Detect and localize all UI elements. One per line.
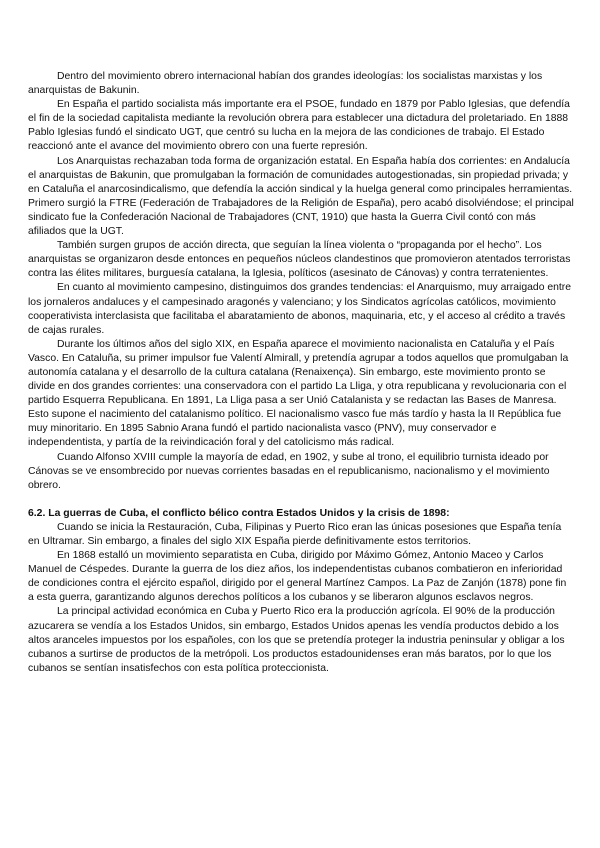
paragraph-anarchists: Los Anarquistas rechazaban toda forma de organización estatal. En España había dos corrientes: en Andalucía el anarquistas de Bakunin, que promulgaban la formación de comunidades autogestionadas, sin propiedad privada; y en Cataluña el anarcosindicalismo, que defendía la acción sindical y la huelga general como principales herramientas. Primero surgió la FTRE (Federación de Trabajadores de la Religión de España), pero acabó disolviéndose; el principal sindicato fue la Confederación Nacional de Trabajadores (CNT, 1910) que hasta la Guerra Civil contó con más afiliados que la UGT. (28, 155, 574, 238)
paragraph-peasant-movement: En cuanto al movimiento campesino, distinguimos dos grandes tendencias: el Anarquismo, muy arraigado entre los jornaleros andaluces y el campesinado aragonés y valenciano; y los Sindicatos agrícolas católicos, movimiento cooperativista interclasista que facilitaba el abaratamiento de abonos, maquinaria, etc, y el acceso al crédito a través de cajas rurales. (28, 282, 572, 336)
paragraph-restauracion: Cuando se inicia la Restauración, Cuba, Filipinas y Puerto Rico eran las únicas posesiones que España tenía en Ultramar. Sin embargo, a finales del siglo XIX España pierde definitivamente estos territorios. (28, 521, 562, 547)
document-page (28, 70, 574, 676)
paragraph-cuba-war: En 1868 estalló un movimiento separatista en Cuba, dirigido por Máximo Gómez, Antonio Maceo y Carlos Manuel de Céspedes. Durante la guerra de los diez años, los independentistas cubanos combatieron en inferioridad de condiciones contra el ejército español, dirigido por el general Martínez Campos. La Paz de Zanjón (1878) pone fin a esta guerra, garantizando algunos derechos políticos a los cubanos y se liberaron algunos esclavos negros. (28, 550, 567, 604)
paragraph-nationalism: Durante los últimos años del siglo XIX, en España aparece el movimiento nacionalista en Cataluña y el País Vasco. En Cataluña, su primer impulsor fue Valentí Almirall, y pretendía agrupar a todos aquellos que promulgaban la autonomía catalana y el desarrollo de la cultura catalana (Renaixença). Sin embargo, este movimiento pronto se divide en dos grandes corrientes: una conservadora con el partido La Lliga, y otra republicana y revolucionaria con el partido Esquerra Republicana. En 1891, La Lliga pasa a ser Unió Catalanista y se redactan las Bases de Manresa. Esto supone el nacimiento del catalanismo político. El nacionalismo vasco fue más tardío y hasta la II República fue muy minoritario. En 1895 Sabnio Arana fundó el partido nacionalista vasco (PNV), muy conservador e independentista, y partía de la reivindicación foral y del catolicismo más radical. (28, 338, 569, 449)
paragraph-ideologies: Dentro del movimiento obrero internacional habían dos grandes ideologías: los socialistas marxistas y los anarquistas de Bakunin. (28, 71, 543, 97)
paragraph-economy: La principal actividad económica en Cuba y Puerto Rico era la producción agrícola. El 90% de la producción azucarera se vendía a los Estados Unidos, sin embargo, Estados Unidos apenas les vendía productos debido a los altos aranceles impuestos por los españoles, con los que se pretendía proteger la industria peninsular y obligar a los cubanos a surtirse de productos de la metrópoli. Los productos estadounidenses eran más baratos, por lo que los cubanos se sentían insatisfechos con esta política proteccionista. (28, 606, 565, 674)
paragraph-alfonso: Cuando Alfonso XVIII cumple la mayoría de edad, en 1902, y sube al trono, el equilibrio turnista ideado por Cánovas se ve ensombrecido por nuevas corrientes basadas en el republicanismo, nacionalismo y el movimiento obrero. (28, 451, 550, 491)
paragraph-direct-action: También surgen grupos de acción directa, que seguían la línea violenta o “propaganda por el hecho”. Los anarquistas se organizaron desde entonces en pequeños núcleos clandestinos que promovieron atentados terroristas contra las élites militares, burguesía catalana, la Iglesia, políticos (asesinato de Cánovas) y contra terratenientes. (28, 240, 571, 280)
section-heading: 6.2. La guerras de Cuba, el conflicto bélico contra Estados Unidos y la crisis de 1898: (28, 507, 450, 519)
paragraph-psoe: En España el partido socialista más importante era el PSOE, fundado en 1879 por Pablo Iglesias, que defendía el fin de la sociedad capitalista mediante la revolución obrera para establecer una dictadura del proletariado. En 1888 Pablo Iglesias fundó el sindicato UGT, que centró su lucha en la mejora de las condiciones de trabajo. El Estado reaccionó ante el avance del movimiento obrero con una fuerte represión. (28, 99, 570, 153)
